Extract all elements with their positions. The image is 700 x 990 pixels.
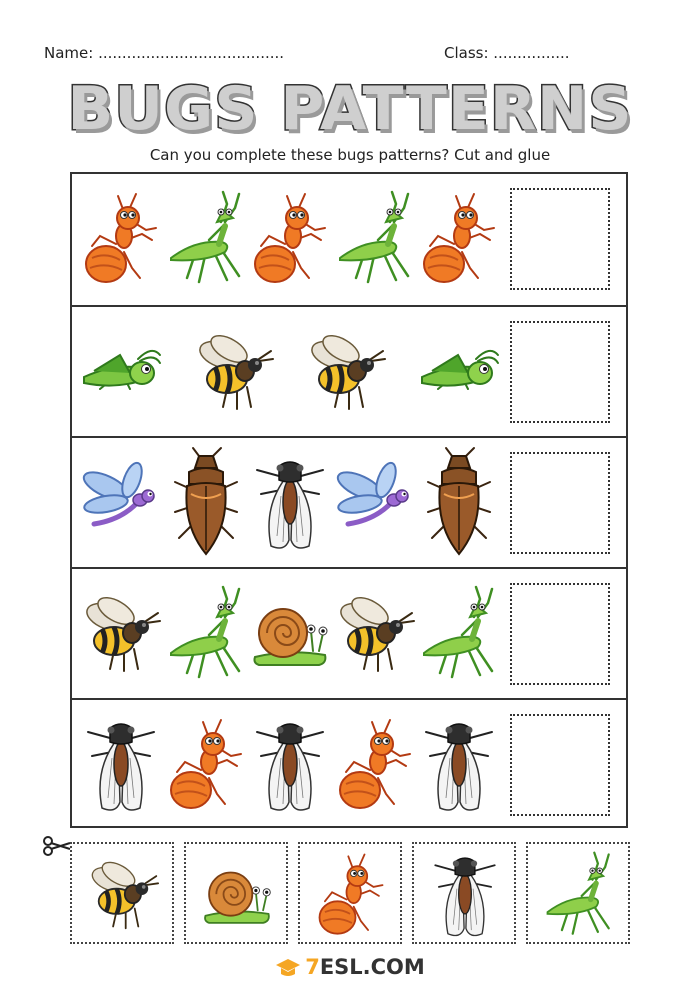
cutout-strip: [70, 842, 630, 948]
wasp-icon: [305, 315, 387, 429]
brand-name: ESL.COM: [319, 955, 425, 979]
wasp-icon: [334, 577, 416, 691]
ant-icon: [334, 708, 416, 822]
pattern-row: [72, 567, 626, 698]
ant-icon: [80, 182, 162, 296]
cutout-card[interactable]: [526, 842, 630, 944]
grasshopper-icon: [80, 315, 162, 429]
pattern-row: [72, 698, 626, 829]
name-field-label[interactable]: Name: .......................................: [44, 44, 285, 62]
answer-drop-box[interactable]: [510, 714, 610, 816]
cicada-icon: [418, 708, 500, 822]
brand-prefix: 7: [305, 955, 320, 979]
page-title: BUGS PATTERNS: [67, 74, 633, 144]
cutout-card[interactable]: [70, 842, 174, 944]
ant-icon: [418, 182, 500, 296]
beetle-icon: [418, 446, 500, 560]
grasshopper-icon: [418, 315, 500, 429]
answer-drop-box[interactable]: [510, 188, 610, 290]
wasp-icon: [80, 577, 162, 691]
beetle-icon: [165, 446, 247, 560]
cutout-card[interactable]: [184, 842, 288, 944]
snail-icon: [249, 577, 331, 691]
cicada-icon: [249, 446, 331, 560]
pattern-row: [72, 305, 626, 436]
class-field-label[interactable]: Class: ................: [444, 44, 570, 62]
scissors-icon: [42, 836, 72, 856]
instructions: Can you complete these bugs patterns? Cut and glue: [149, 146, 551, 164]
mantis-icon: [165, 577, 247, 691]
answer-drop-box[interactable]: [510, 321, 610, 423]
cicada-icon: [80, 708, 162, 822]
ant-icon: [165, 708, 247, 822]
mantis-icon: [542, 844, 616, 947]
cicada-icon: [428, 844, 502, 947]
pattern-row: [72, 436, 626, 567]
mantis-icon: [418, 577, 500, 691]
dragonfly-icon: [80, 446, 162, 560]
wasp-icon: [86, 844, 160, 947]
dragonfly-icon: [334, 446, 416, 560]
pattern-row: [72, 174, 626, 305]
mantis-icon: [165, 182, 247, 296]
answer-drop-box[interactable]: [510, 583, 610, 685]
cicada-icon: [249, 708, 331, 822]
graduation-cap-icon: [275, 957, 301, 979]
wasp-icon: [193, 315, 275, 429]
pattern-grid: [70, 172, 628, 828]
footer-brand[interactable]: [0, 955, 700, 979]
answer-drop-box[interactable]: [510, 452, 610, 554]
ant-icon: [314, 844, 388, 947]
cutout-card[interactable]: [298, 842, 402, 944]
cutout-card[interactable]: [412, 842, 516, 944]
ant-icon: [249, 182, 331, 296]
mantis-icon: [334, 182, 416, 296]
snail-icon: [200, 844, 274, 947]
